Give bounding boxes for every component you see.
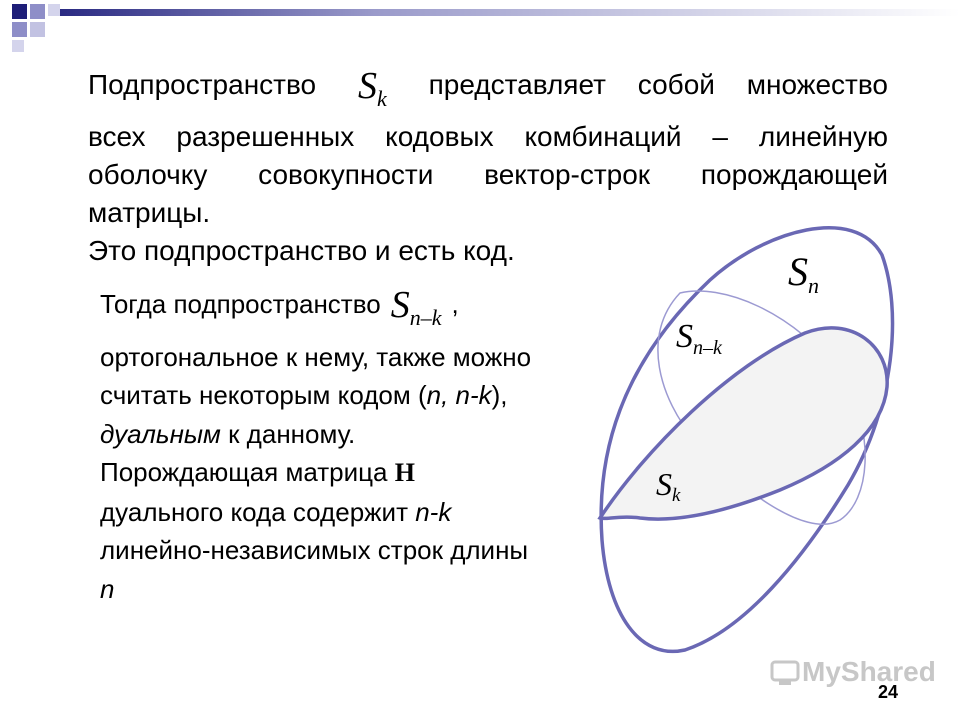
watermark-text: MyShared [802,656,936,687]
math-snk-inline [381,286,452,338]
para2-text: , [451,289,459,319]
para1-text: представляет собой множество [428,69,888,100]
math-sk-inline [348,67,397,118]
para2-text: к данному. Порождающая матрица [100,418,395,487]
dual-code-paragraph [100,285,540,608]
label-sk: Sk [656,466,681,506]
subspace-diagram [590,215,900,660]
para1-line1 [88,66,888,118]
para2-italic: n-k [415,496,452,527]
label-sn: $S_n$ [788,249,819,298]
label-snk: $S_{n-k}$ [676,318,722,359]
page-number: 24 [878,682,899,702]
para2-text: дуального кода содержит [100,496,416,527]
para2-italic: n [100,573,115,604]
para1-line2: всех разрешенных кодовых комбинаций – линейную [88,121,888,152]
para2-text: ортогональное к нему, также можно считать некоторым кодом ( [100,341,532,410]
para2-italic: n, n-k [426,380,492,410]
corner-decoration [0,0,960,60]
watermark-logo-icon [770,660,800,688]
math-sub: k [376,86,387,111]
math-symbol: S [390,284,410,326]
para1-text: Подпространство [88,69,317,100]
para2-italic: дуальным [100,418,221,449]
math-symbol: S [357,65,377,107]
para2-text: ), [491,380,508,410]
para1-line4: матрицы. [88,197,211,228]
para1-line3: оболочку совокупности вектор-строк порождающей [88,159,888,190]
para2-bold-h: H [394,458,415,487]
para1-line5: Это подпространство и есть код. [88,235,515,266]
math-sub: n–k [409,305,442,330]
para2-text: Тогда подпространство [100,289,381,319]
para2-text: линейно-независимых строк длины [100,535,529,565]
